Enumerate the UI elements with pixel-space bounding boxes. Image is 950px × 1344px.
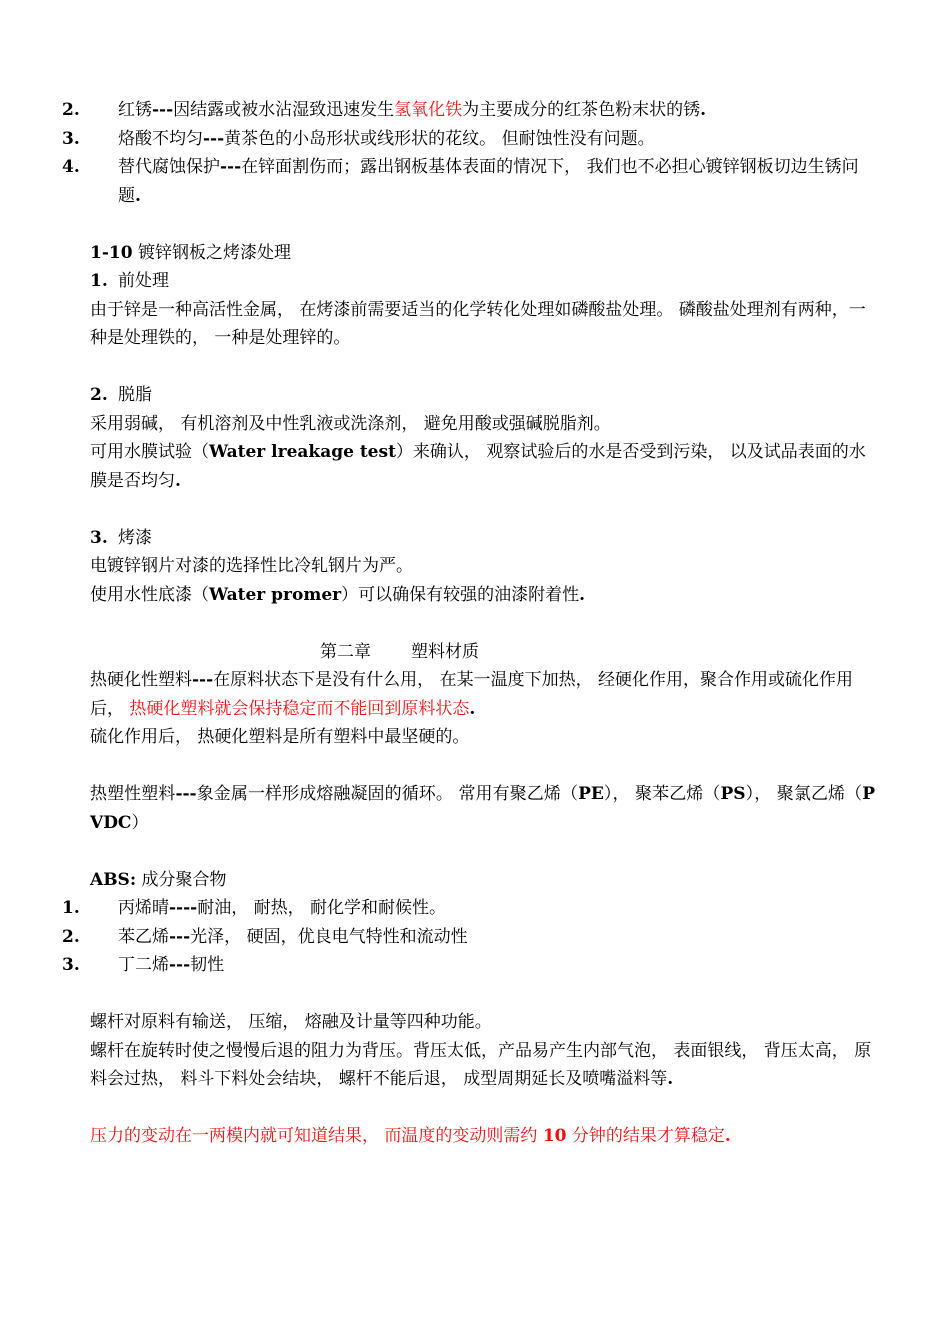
item-text: 黄茶色的小岛形状或线形状的花纹。 但耐蚀性没有问题。 [224,128,655,149]
paragraph: 电镀锌钢片对漆的选择性比冷轧钢片为严。 [90,556,413,576]
text-span: 螺杆在旋转时使之慢慢后退的阻力为背压。背压太低，产品易产生内部气泡， 表面银线， 背压太高， 原料会过热， 料斗下料处会结块， 螺杆不能后退， 成型周期延长及喷嘴溢料等 [90,1040,872,1089]
item-number: 2. [62,926,80,947]
text-span: ）， 聚苯乙烯（ [603,784,721,804]
list-item [62,153,875,210]
english-term: Water promer [209,584,342,605]
item-dash: --- [152,100,174,120]
paragraph: 采用弱碱， 有机溶剂及中性乳液或洗涤剂， 避免用酸或强碱脱脂剂。 [90,413,611,434]
subsection-heading [90,524,875,553]
subsection-title: 烤漆 [118,527,152,548]
item-text: 韧性 [190,955,225,975]
item-number: 3. [62,128,80,149]
text-span: 象金属一样形成熔融凝固的循环。 常用有聚乙烯（ [196,784,579,804]
text-span: ）可以确保有较强的油漆附着性 [341,584,580,605]
paragraph [90,438,875,495]
item-term: 丙烯晴 [118,898,169,918]
subsection-number: 1. [90,271,108,291]
subsection-number: 2. [90,385,108,405]
highlight-text: 氢氧化铁 [394,100,463,120]
paragraph: 由于锌是一种高活性金属， 在烤漆前需要适当的化学转化处理如磷酸盐处理。 磷酸盐处理剂有两种，一种是处理铁的， 一种是处理锌的。 [90,299,866,348]
text-span: ）， 聚氯乙烯（ [745,784,863,804]
list-item [62,96,875,125]
abbrev-pe: PE [578,784,604,804]
section-number: 1-10 [90,242,133,263]
list-item [62,125,875,154]
highlight-text: 热硬化塑料就会保持稳定而不能回到原料状态 [129,698,470,719]
text-span: ）来确认， 观察试验后的水是否受到污染， 以及试品表面的水膜是否均匀 [90,442,866,491]
item-dash: ---- [169,898,198,918]
english-term: Water lreakage test [209,442,396,462]
section-heading [90,239,875,268]
item-text-cont: 为主要成分的红茶色粉末状的锈 [462,100,701,120]
term: 热硬化性塑料 [90,670,192,690]
item-number: 2. [62,100,80,120]
chapter-heading [90,638,875,667]
abs-title: 成分聚合物 [141,869,227,890]
abbrev-pvdc: PVDC [90,784,876,833]
subsection-heading [90,267,875,296]
list-item [62,951,875,980]
dash: --- [175,784,197,804]
abs-label: ABS: [90,869,137,890]
document-page [62,96,876,1151]
list-item [62,923,875,952]
item-text: 光泽， 硬固，优良电气特性和流动性 [190,926,468,947]
period: . [175,470,181,491]
highlight-paragraph [90,1122,875,1151]
list-item [62,894,875,923]
subsection-title: 脱脂 [118,385,152,405]
paragraph [90,666,875,723]
term: 热塑性塑料 [90,784,176,804]
period: . [700,100,707,120]
period: . [469,698,476,719]
period: . [724,1126,731,1146]
period: . [135,185,141,206]
text-span: 压力的变动在一两模内就可知道结果， 而温度的变动则需约 [90,1126,543,1146]
item-dash: --- [203,128,225,149]
dash: --- [192,670,214,690]
section-title: 镀锌钢板之烤漆处理 [137,242,291,263]
abbrev-ps: PS [720,784,746,804]
paragraph [90,780,875,837]
item-dash: --- [220,157,242,177]
subsection-title: 前处理 [118,271,169,291]
paragraph: 硫化作用后， 热硬化塑料是所有塑料中最坚硬的。 [90,727,470,747]
item-dash: --- [169,955,191,975]
paragraph: 螺杆对原料有输送， 压缩， 熔融及计量等四种功能。 [90,1012,492,1032]
paragraph [90,581,875,610]
text-span: 使用水性底漆（ [90,584,209,605]
abs-heading [90,866,875,895]
number: 10 [542,1126,567,1146]
text-span: 可用水膜试验（ [90,442,209,462]
period: . [579,584,586,605]
subsection-heading [90,381,875,410]
item-term: 红锈 [118,100,152,120]
text-span: ） [131,812,149,833]
item-number: 1. [62,898,80,918]
item-term: 丁二烯 [118,955,169,975]
item-term: 烙酸不均匀 [118,128,203,149]
subsection-number: 3. [90,527,108,548]
paragraph [90,1037,875,1094]
item-term: 苯乙烯 [118,926,169,947]
item-text: 耐油， 耐热， 耐化学和耐候性。 [197,898,447,918]
chapter-title: 塑料材质 [411,641,479,662]
item-number: 3. [62,955,80,975]
text-span: 分钟的结果才算稳定 [566,1126,725,1146]
item-term: 替代腐蚀保护 [118,157,220,177]
item-dash: --- [169,926,191,947]
item-number: 4. [62,157,80,177]
item-text: 因结露或被水沾湿致迅速发生 [173,100,395,120]
item-text: 在锌面割伤而；露出钢板基体表面的情况下， 我们也不必担心镀锌钢板切边生锈问题 [118,157,859,206]
text-span: 在原料状态下是没有什么用， 在某一温度下加热， 经硬化作用，聚合作用或硫化作用后， [90,670,853,719]
period: . [667,1069,674,1089]
chapter-label: 第二章 [320,641,371,662]
